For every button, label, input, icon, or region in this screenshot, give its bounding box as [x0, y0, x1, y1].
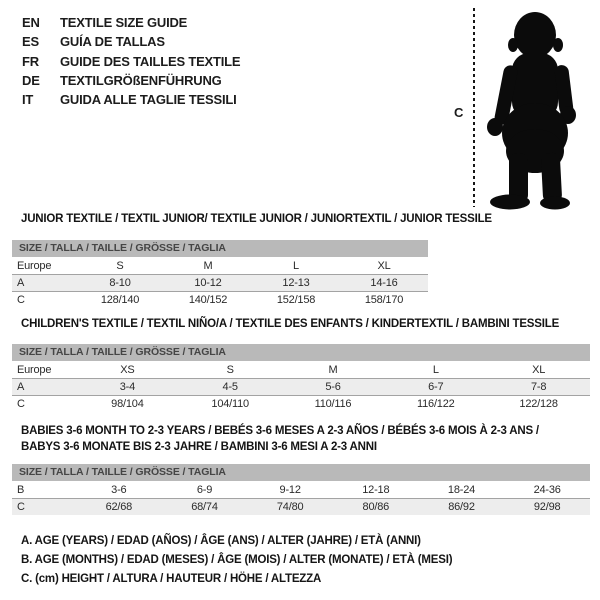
language-code: IT — [22, 92, 34, 108]
table-row — [12, 257, 428, 274]
table-row — [12, 498, 590, 515]
size-cell: 122/128 — [519, 398, 558, 410]
size-cell: 12-13 — [282, 277, 310, 289]
row-label: Europe — [17, 363, 52, 376]
height-measure-dashed-line — [473, 8, 475, 207]
size-cell: 74/80 — [276, 501, 304, 513]
size-cell: 152/158 — [276, 294, 316, 306]
note-age-months: B. AGE (MONTHS) / EDAD (MESES) / ÂGE (MOIS) / ALTER (MONATE) / ETÀ (MESI) — [21, 554, 453, 567]
height-measure-label: C — [454, 105, 464, 120]
language-row — [22, 90, 240, 109]
size-cell: 86/92 — [448, 501, 475, 513]
title-line: JUNIOR TEXTILE / TEXTIL JUNIOR/ TEXTILE JUNIOR / JUNIORTEXTIL / JUNIOR TESSILE — [21, 213, 492, 225]
row-label: C — [17, 294, 25, 306]
size-cell: 6-7 — [428, 381, 444, 393]
size-cell: 3-6 — [111, 483, 127, 496]
guide-title: TEXTILE SIZE GUIDE — [60, 15, 188, 30]
table-row — [12, 481, 590, 498]
title-line: BABYS 3-6 MONATE BIS 2-3 JAHRE / BAMBINI 3-6 MESI A 2-3 ANNI — [21, 441, 377, 453]
size-cell: 7-8 — [530, 381, 547, 393]
size-cell: 68/74 — [191, 501, 218, 513]
junior-table-title — [21, 211, 492, 227]
size-cell: 98/104 — [111, 398, 144, 410]
baby-silhouette-icon — [480, 5, 588, 210]
language-row — [22, 52, 240, 71]
size-cell: L — [293, 259, 299, 272]
size-cell: 104/110 — [211, 398, 249, 410]
language-row — [22, 71, 240, 90]
title-line: BABIES 3-6 MONTH TO 2-3 YEARS / BEBÉS 3-6 MESES A 2-3 AÑOS / BÉBÉS 3-6 MOIS À 2-3 ANS / — [21, 425, 539, 437]
size-cell: 6-9 — [196, 483, 213, 496]
size-cell: 8-10 — [109, 277, 131, 289]
language-row — [22, 13, 240, 32]
note-height-cm: C. (cm) HEIGHT / ALTURA / HAUTEUR / HÖHE / ALTEZZA — [21, 573, 322, 586]
size-cell: 3-4 — [119, 381, 136, 393]
size-cell: 9-12 — [279, 483, 301, 496]
size-cell: 12-18 — [362, 483, 390, 496]
guide-title: GUÍA DE TALLAS — [60, 34, 165, 50]
size-cell: XL — [532, 363, 546, 376]
size-cell: XS — [120, 363, 135, 376]
guide-title: GUIDE DES TAILLES TEXTILE — [60, 53, 241, 69]
row-label: B — [17, 483, 25, 496]
size-cell: 116/122 — [417, 398, 455, 410]
babies-size-table — [12, 464, 590, 515]
junior-size-table — [12, 240, 428, 308]
guide-title: GUIDA ALLE TAGLIE TESSILI — [60, 92, 237, 108]
size-cell: M — [328, 363, 338, 376]
table-rows — [12, 257, 428, 308]
row-label: A — [17, 277, 25, 289]
language-code: FR — [22, 53, 39, 69]
size-cell: 62/68 — [105, 501, 133, 513]
size-cell: 140/152 — [188, 294, 228, 306]
size-cell: 128/140 — [100, 294, 140, 306]
row-label: C — [17, 501, 25, 513]
size-cell: 92/98 — [533, 501, 561, 513]
size-cell: 158/170 — [364, 294, 404, 306]
size-header-band: SIZE / TALLA / TAILLE / GRÖSSE / TAGLIA — [12, 344, 590, 361]
babies-table-title — [21, 423, 539, 455]
size-cell: 24-36 — [533, 483, 561, 496]
size-header-band: SIZE / TALLA / TAILLE / GRÖSSE / TAGLIA — [12, 240, 428, 257]
table-row — [12, 291, 428, 308]
size-cell: 80/86 — [362, 501, 390, 513]
row-label: C — [17, 398, 25, 410]
title-line: CHILDREN'S TEXTILE / TEXTIL NIÑO/A / TEXTILE DES ENFANTS / KINDERTEXTIL / BAMBINI TESSILE — [21, 318, 560, 330]
language-code: DE — [22, 72, 40, 88]
row-label: A — [17, 381, 25, 393]
children-size-table — [12, 344, 590, 412]
size-cell: 14-16 — [370, 277, 398, 289]
size-cell: M — [203, 259, 213, 272]
language-code: ES — [22, 34, 39, 50]
language-code: EN — [22, 15, 40, 30]
size-cell: XL — [377, 259, 391, 272]
table-row — [12, 395, 590, 412]
size-cell: 4-5 — [222, 381, 238, 393]
children-table-title — [21, 316, 559, 332]
table-rows — [12, 361, 590, 412]
size-cell: 10-12 — [194, 277, 222, 289]
language-row — [22, 32, 240, 51]
size-cell: S — [116, 259, 124, 272]
table-row — [12, 274, 428, 291]
size-cell: S — [226, 363, 234, 376]
table-row — [12, 361, 590, 378]
size-cell: 18-24 — [447, 483, 476, 496]
size-cell: L — [432, 363, 439, 376]
table-row — [12, 378, 590, 395]
language-title-list — [22, 13, 240, 109]
guide-title: TEXTILGRÖßENFÜHRUNG — [60, 72, 222, 88]
size-cell: 5-6 — [325, 381, 341, 393]
legend-notes — [21, 532, 452, 590]
table-rows — [12, 481, 590, 515]
note-age-years: A. AGE (YEARS) / EDAD (AÑOS) / ÂGE (ANS) / ALTER (JAHRE) / ETÀ (ANNI) — [21, 535, 421, 547]
size-header-band: SIZE / TALLA / TAILLE / GRÖSSE / TAGLIA — [12, 464, 590, 481]
row-label: Europe — [17, 259, 52, 272]
size-cell: 110/116 — [314, 398, 352, 410]
